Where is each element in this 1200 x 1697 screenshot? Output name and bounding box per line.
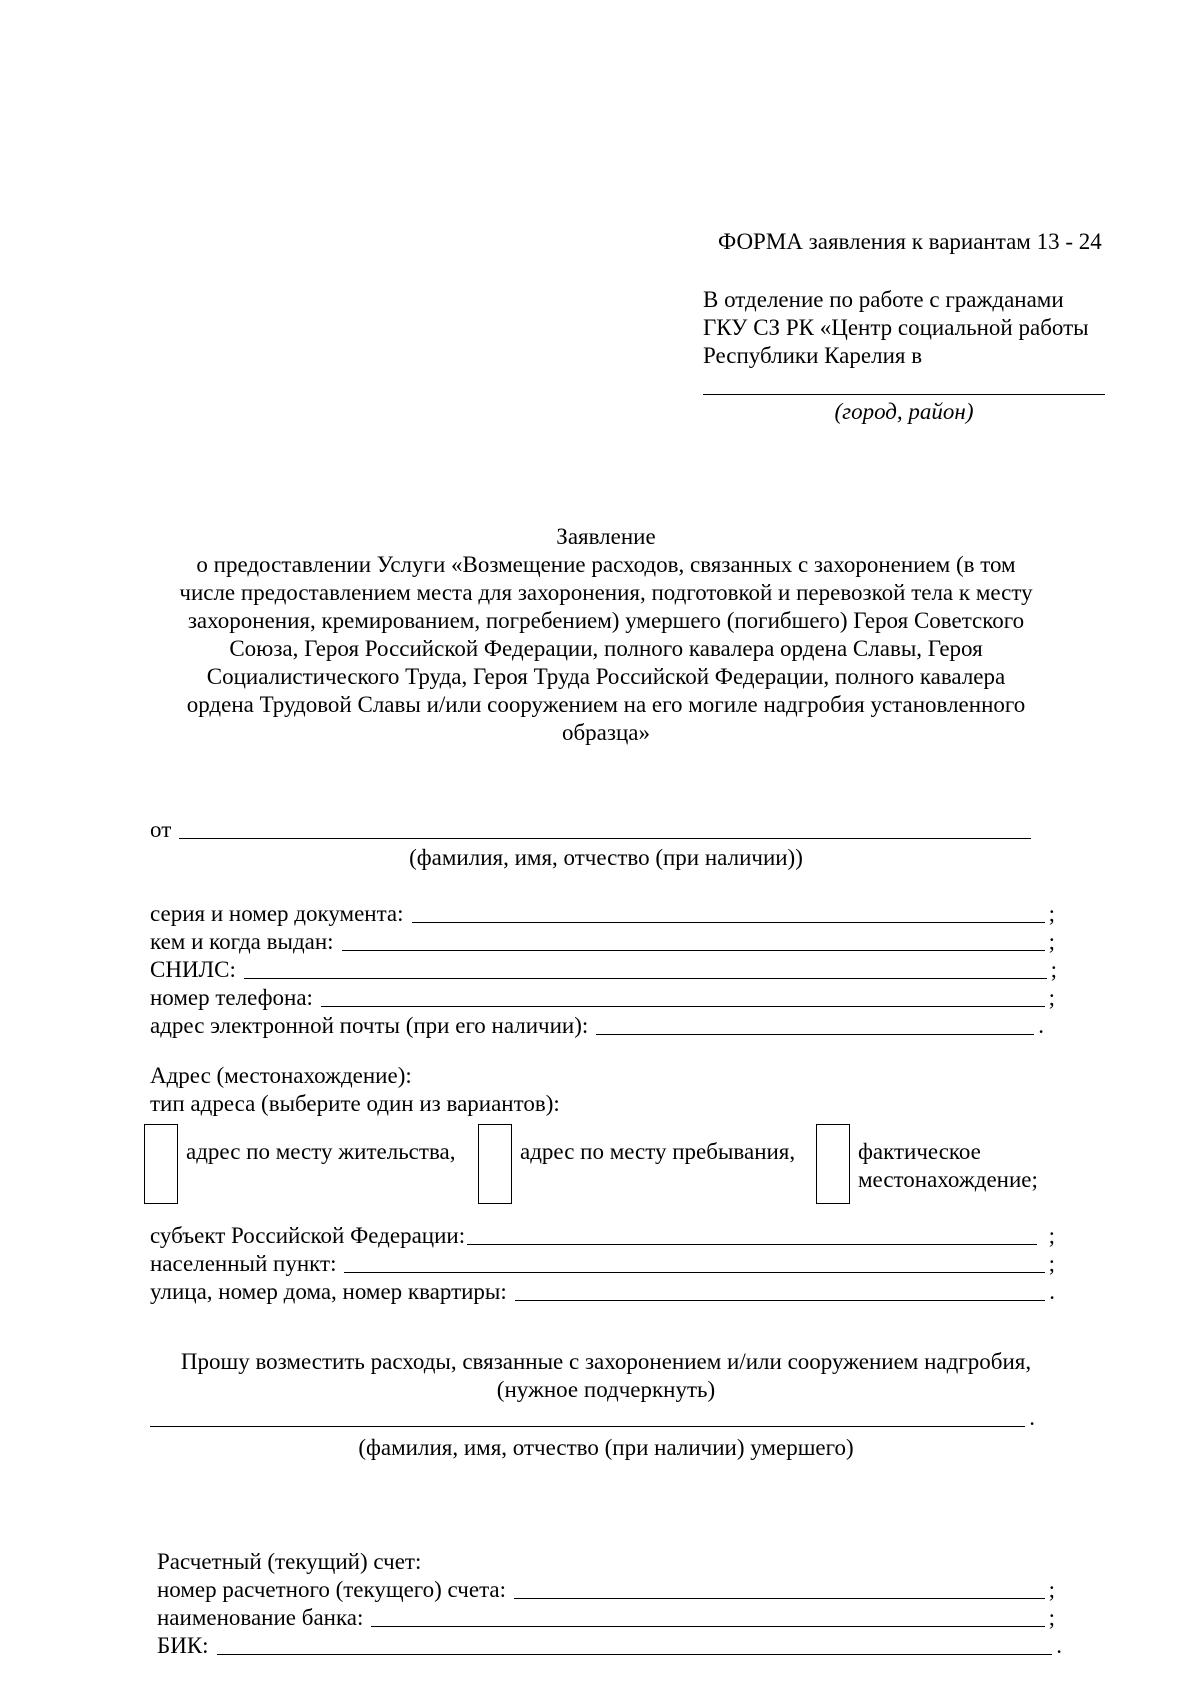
email-period: . xyxy=(1038,1013,1044,1038)
recipient-line-2: ГКУ СЗ РК «Центр социальной работы xyxy=(703,315,1089,340)
region-row xyxy=(150,1222,1055,1250)
email-label: адрес электронной почты (при его наличии): xyxy=(150,1013,589,1038)
bik-field[interactable] xyxy=(217,1654,1053,1655)
document-heading: Заявление xyxy=(556,524,656,549)
doc-number-row xyxy=(150,900,1055,928)
bik-label: БИК: xyxy=(157,1633,209,1658)
from-label: от xyxy=(150,817,172,842)
city-hint: (город, район) xyxy=(834,399,974,424)
email-row xyxy=(150,1012,1044,1040)
title-line-4: Союза, Героя Российской Федерации, полного кавалера ордена Славы, Героя xyxy=(229,636,983,661)
recipient-line-1: В отделение по работе с гражданами xyxy=(703,287,1064,312)
bik-period: . xyxy=(1056,1633,1062,1658)
checkbox-residence[interactable] xyxy=(144,1124,178,1204)
account-row xyxy=(157,1576,1055,1604)
applicant-name-hint: (фамилия, имя, отчество (при наличии)) xyxy=(409,845,803,870)
account-field[interactable] xyxy=(514,1598,1045,1599)
request-line-1: Прошу возместить расходы, связанные с захоронением и/или сооружением надгробия, xyxy=(180,1349,1032,1374)
bank-name-row xyxy=(157,1604,1055,1632)
title-line-2: числе предоставлением места для захоронения, подготовкой и перевозкой тела к месту xyxy=(179,580,1033,605)
phone-field[interactable] xyxy=(321,1006,1045,1007)
locality-semicolon: ; xyxy=(1048,1251,1055,1276)
account-label: номер расчетного (текущего) счета: xyxy=(157,1577,506,1602)
bank-name-label: наименование банка: xyxy=(157,1605,364,1630)
snils-row xyxy=(150,956,1057,984)
checkbox-actual[interactable] xyxy=(816,1124,850,1204)
deceased-period: . xyxy=(1029,1405,1035,1430)
phone-label: номер телефона: xyxy=(150,985,313,1010)
issued-semicolon: ; xyxy=(1048,929,1055,954)
checkbox-stay[interactable] xyxy=(478,1124,512,1204)
street-label: улица, номер дома, номер квартиры: xyxy=(150,1279,507,1304)
deceased-name-field[interactable] xyxy=(150,1426,1025,1427)
street-field[interactable] xyxy=(515,1300,1045,1301)
recipient-line-3: Республики Карелия в xyxy=(703,343,923,368)
snils-label: СНИЛС: xyxy=(150,957,236,982)
bank-heading: Расчетный (текущий) счет: xyxy=(157,1549,422,1574)
option-stay-label: адрес по месту пребывания, xyxy=(520,1139,796,1164)
doc-number-semicolon: ; xyxy=(1048,901,1055,926)
region-label: субъект Российской Федерации: xyxy=(150,1223,466,1248)
option-actual-label-2: местонахождение; xyxy=(858,1167,1038,1192)
address-heading: Адрес (местонахождение): xyxy=(150,1063,412,1088)
locality-field[interactable] xyxy=(344,1272,1044,1273)
title-line-3: захоронения, кремированием, погребением) умершего (погибшего) Героя Советского xyxy=(187,608,1025,633)
phone-semicolon: ; xyxy=(1048,985,1055,1010)
form-label: ФОРМА заявления к вариантам 13 - 24 xyxy=(718,229,1102,254)
locality-row xyxy=(150,1250,1055,1278)
option-residence-label: адрес по месту жительства, xyxy=(186,1139,456,1164)
issued-label: кем и когда выдан: xyxy=(150,929,334,954)
account-semicolon: ; xyxy=(1048,1577,1055,1602)
street-period: . xyxy=(1049,1279,1055,1304)
phone-row xyxy=(150,984,1055,1012)
address-type-label: тип адреса (выберите один из вариантов): xyxy=(150,1091,560,1116)
issued-field[interactable] xyxy=(342,950,1045,951)
bank-name-semicolon: ; xyxy=(1048,1605,1055,1630)
applicant-name-field[interactable] xyxy=(179,838,1031,839)
issued-row xyxy=(150,928,1055,956)
title-line-7: образца» xyxy=(561,720,650,745)
locality-label: населенный пункт: xyxy=(150,1251,337,1276)
bik-row xyxy=(157,1632,1062,1660)
city-field-line[interactable] xyxy=(703,394,1105,395)
deceased-row xyxy=(150,1404,1035,1432)
title-line-1: о предоставлении Услуги «Возмещение расходов, связанных с захоронением (в том xyxy=(196,552,1016,577)
title-line-5: Социалистического Труда, Героя Труда Российской Федерации, полного кавалера xyxy=(206,664,1006,689)
region-field[interactable] xyxy=(467,1244,1036,1245)
option-actual-label-1: фактическое xyxy=(858,1139,981,1164)
request-line-2: (нужное подчеркнуть) xyxy=(496,1377,716,1402)
applicant-name-row xyxy=(150,816,1035,844)
snils-semicolon: ; xyxy=(1050,957,1057,982)
doc-number-field[interactable] xyxy=(412,922,1045,923)
title-line-6: ордена Трудовой Славы и/или сооружением на его могиле надгробия установленного xyxy=(186,692,1026,717)
email-field[interactable] xyxy=(596,1034,1034,1035)
deceased-name-hint: (фамилия, имя, отчество (при наличии) умершего) xyxy=(358,1435,854,1460)
region-semicolon: ; xyxy=(1048,1223,1055,1248)
bank-name-field[interactable] xyxy=(371,1626,1044,1627)
doc-number-label: серия и номер документа: xyxy=(150,901,404,926)
street-row xyxy=(150,1278,1055,1306)
snils-field[interactable] xyxy=(244,978,1047,979)
